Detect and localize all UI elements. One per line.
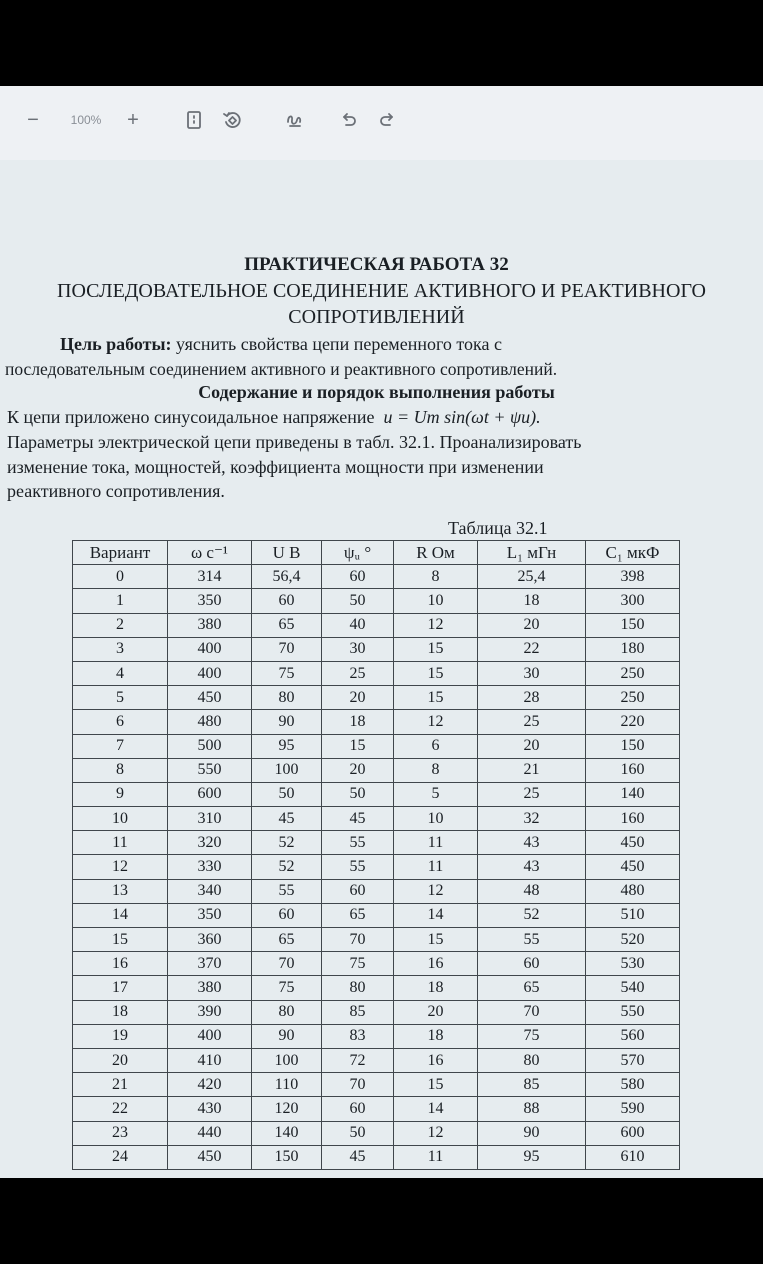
zoom-in-button[interactable]: + <box>127 108 139 131</box>
table-cell: 250 <box>586 661 680 685</box>
table-cell: 11 <box>73 831 168 855</box>
table-row <box>73 879 680 903</box>
goal-label: Цель работы: <box>60 334 172 354</box>
table-cell: 430 <box>168 1097 252 1121</box>
table-cell: 10 <box>394 807 478 831</box>
table-row <box>73 807 680 831</box>
table-cell: 15 <box>394 637 478 661</box>
table-cell: 17 <box>73 976 168 1000</box>
table-cell: 18 <box>394 1024 478 1048</box>
table-cell: 140 <box>586 782 680 806</box>
table-cell: 450 <box>168 686 252 710</box>
table-cell: 18 <box>394 976 478 1000</box>
table-cell: 550 <box>586 1000 680 1024</box>
table-cell: 15 <box>394 686 478 710</box>
table-cell: 5 <box>394 782 478 806</box>
table-cell: 55 <box>478 928 586 952</box>
table-body <box>73 565 680 1170</box>
table-cell: 398 <box>586 565 680 589</box>
table-row <box>73 976 680 1000</box>
table-cell: 20 <box>322 758 394 782</box>
table-row <box>73 710 680 734</box>
table-cell: 400 <box>168 661 252 685</box>
table-cell: 55 <box>252 879 322 903</box>
table-cell: 43 <box>478 855 586 879</box>
body-line-3: изменение тока, мощностей, коэффициента мощности при изменении <box>7 457 544 477</box>
table-cell: 45 <box>322 1145 394 1169</box>
table-cell: 100 <box>252 1048 322 1072</box>
table-cell: 25 <box>478 710 586 734</box>
table-row <box>73 1048 680 1072</box>
table-cell: 450 <box>168 1145 252 1169</box>
table-row <box>73 1024 680 1048</box>
table-cell: 14 <box>73 903 168 927</box>
table-cell: 420 <box>168 1073 252 1097</box>
table-row <box>73 1073 680 1097</box>
column-header-voltage: U В <box>252 541 322 565</box>
table-cell: 350 <box>168 589 252 613</box>
table-cell: 340 <box>168 879 252 903</box>
table-row <box>73 589 680 613</box>
table-cell: 23 <box>73 1121 168 1145</box>
table-cell: 390 <box>168 1000 252 1024</box>
table-cell: 520 <box>586 928 680 952</box>
table-row <box>73 782 680 806</box>
table-cell: 60 <box>478 952 586 976</box>
goal-paragraph <box>60 334 502 355</box>
table-cell: 80 <box>478 1048 586 1072</box>
table-cell: 314 <box>168 565 252 589</box>
table-cell: 43 <box>478 831 586 855</box>
table-cell: 320 <box>168 831 252 855</box>
column-header-phase: ψᵤ ° <box>322 541 394 565</box>
table-cell: 75 <box>252 661 322 685</box>
page-subtitle-line2: СОПРОТИВЛЕНИЙ <box>288 306 465 328</box>
table-cell: 12 <box>394 710 478 734</box>
table-cell: 90 <box>252 710 322 734</box>
table-cell: 400 <box>168 1024 252 1048</box>
table-cell: 300 <box>586 589 680 613</box>
table-cell: 410 <box>168 1048 252 1072</box>
table-cell: 15 <box>394 1073 478 1097</box>
table-cell: 8 <box>73 758 168 782</box>
table-cell: 540 <box>586 976 680 1000</box>
table-cell: 530 <box>586 952 680 976</box>
table-row <box>73 758 680 782</box>
table-cell: 4 <box>73 661 168 685</box>
table-cell: 10 <box>394 589 478 613</box>
table-cell: 120 <box>252 1097 322 1121</box>
table-cell: 12 <box>394 613 478 637</box>
table-cell: 60 <box>252 903 322 927</box>
column-header-capacitance: C₁ мкФ <box>586 541 680 565</box>
table-cell: 75 <box>252 976 322 1000</box>
table-cell: 600 <box>586 1121 680 1145</box>
table-cell: 220 <box>586 710 680 734</box>
table-cell: 20 <box>478 734 586 758</box>
table-cell: 500 <box>168 734 252 758</box>
table-cell: 18 <box>73 1000 168 1024</box>
table-cell: 30 <box>322 637 394 661</box>
body-line-4: реактивного сопротивления. <box>7 481 225 501</box>
table-cell: 3 <box>73 637 168 661</box>
table-cell: 65 <box>322 903 394 927</box>
table-cell: 150 <box>586 613 680 637</box>
table-cell: 140 <box>252 1121 322 1145</box>
table-cell: 20 <box>394 1000 478 1024</box>
table-cell: 15 <box>394 928 478 952</box>
column-header-resistance: R Ом <box>394 541 478 565</box>
table-cell: 50 <box>252 782 322 806</box>
table-cell: 70 <box>252 952 322 976</box>
table-cell: 580 <box>586 1073 680 1097</box>
rotate-icon[interactable] <box>220 104 244 136</box>
table-cell: 60 <box>322 879 394 903</box>
table-cell: 60 <box>322 565 394 589</box>
table-cell: 450 <box>586 831 680 855</box>
table-cell: 52 <box>252 831 322 855</box>
zoom-out-button[interactable]: − <box>27 108 39 131</box>
table-cell: 110 <box>252 1073 322 1097</box>
table-cell: 16 <box>394 952 478 976</box>
zoom-level[interactable]: 100% <box>70 113 102 127</box>
table-row <box>73 1121 680 1145</box>
table-row <box>73 734 680 758</box>
undo-icon[interactable] <box>338 104 360 136</box>
table-cell: 45 <box>322 807 394 831</box>
table-cell: 12 <box>394 879 478 903</box>
table-cell: 15 <box>73 928 168 952</box>
table-cell: 70 <box>322 928 394 952</box>
table-cell: 22 <box>73 1097 168 1121</box>
table-cell: 15 <box>322 734 394 758</box>
document-page <box>0 160 763 1178</box>
table-cell: 610 <box>586 1145 680 1169</box>
table-cell: 50 <box>322 782 394 806</box>
table-cell: 510 <box>586 903 680 927</box>
table-cell: 15 <box>394 661 478 685</box>
table-cell: 5 <box>73 686 168 710</box>
column-header-omega: ω с⁻¹ <box>168 541 252 565</box>
table-cell: 14 <box>394 903 478 927</box>
table-row <box>73 952 680 976</box>
table-cell: 70 <box>322 1073 394 1097</box>
table-cell: 180 <box>586 637 680 661</box>
table-cell: 70 <box>478 1000 586 1024</box>
table-cell: 80 <box>252 1000 322 1024</box>
column-header-variant: Вариант <box>73 541 168 565</box>
table-row <box>73 1097 680 1121</box>
table-row <box>73 686 680 710</box>
app-screen <box>0 86 763 1178</box>
voltage-formula: u = Um sin(ωt + ψu). <box>383 407 541 427</box>
table-caption: Таблица 32.1 <box>448 518 548 538</box>
table-cell: 48 <box>478 879 586 903</box>
table-cell: 85 <box>478 1073 586 1097</box>
table-cell: 150 <box>252 1145 322 1169</box>
table-cell: 55 <box>322 855 394 879</box>
table-cell: 80 <box>322 976 394 1000</box>
table-cell: 6 <box>394 734 478 758</box>
table-cell: 310 <box>168 807 252 831</box>
table-cell: 10 <box>73 807 168 831</box>
table-cell: 60 <box>322 1097 394 1121</box>
table-cell: 56,4 <box>252 565 322 589</box>
table-cell: 45 <box>252 807 322 831</box>
table-cell: 80 <box>252 686 322 710</box>
table-cell: 480 <box>586 879 680 903</box>
goal-text: уяснить свойства цепи переменного тока с <box>171 334 502 354</box>
table-cell: 400 <box>168 637 252 661</box>
table-cell: 13 <box>73 879 168 903</box>
body-line-1-text: К цепи приложено синусоидальное напряжение <box>7 407 375 427</box>
table-cell: 25 <box>322 661 394 685</box>
table-row <box>73 903 680 927</box>
table-row <box>73 928 680 952</box>
goal-text-continued: последовательным соединением активного и реактивного сопротивлений. <box>5 359 558 379</box>
table-cell: 50 <box>322 589 394 613</box>
table-cell: 72 <box>322 1048 394 1072</box>
table-cell: 65 <box>252 928 322 952</box>
column-header-inductance: L₁ мГн <box>478 541 586 565</box>
table-row <box>73 661 680 685</box>
table-cell: 6 <box>73 710 168 734</box>
table-cell: 21 <box>73 1073 168 1097</box>
body-line-2: Параметры электрической цепи приведены в табл. 32.1. Проанализировать <box>7 432 582 452</box>
table-cell: 250 <box>586 686 680 710</box>
table-cell: 560 <box>586 1024 680 1048</box>
table-cell: 90 <box>252 1024 322 1048</box>
table-cell: 40 <box>322 613 394 637</box>
table-cell: 9 <box>73 782 168 806</box>
table-cell: 150 <box>586 734 680 758</box>
table-cell: 11 <box>394 831 478 855</box>
table-cell: 28 <box>478 686 586 710</box>
table-cell: 88 <box>478 1097 586 1121</box>
page-view-icon[interactable] <box>183 104 205 136</box>
table-row <box>73 1145 680 1169</box>
table-cell: 12 <box>73 855 168 879</box>
body-line-1 <box>7 407 541 428</box>
table-row <box>73 637 680 661</box>
table-cell: 0 <box>73 565 168 589</box>
table-cell: 21 <box>478 758 586 782</box>
table-cell: 19 <box>73 1024 168 1048</box>
table-cell: 70 <box>252 637 322 661</box>
table-row <box>73 1000 680 1024</box>
table-row <box>73 855 680 879</box>
table-cell: 570 <box>586 1048 680 1072</box>
toolbar <box>0 86 763 161</box>
table-cell: 25 <box>478 782 586 806</box>
table-cell: 590 <box>586 1097 680 1121</box>
table-cell: 32 <box>478 807 586 831</box>
table-cell: 360 <box>168 928 252 952</box>
table-cell: 20 <box>73 1048 168 1072</box>
table-row <box>73 831 680 855</box>
table-cell: 25,4 <box>478 565 586 589</box>
table-cell: 20 <box>322 686 394 710</box>
table-cell: 600 <box>168 782 252 806</box>
table-cell: 160 <box>586 758 680 782</box>
table-cell: 380 <box>168 976 252 1000</box>
table-cell: 8 <box>394 758 478 782</box>
table-row <box>73 613 680 637</box>
table-cell: 90 <box>478 1121 586 1145</box>
table-cell: 11 <box>394 855 478 879</box>
table-cell: 7 <box>73 734 168 758</box>
table-cell: 20 <box>478 613 586 637</box>
redo-icon[interactable] <box>376 104 398 136</box>
table-cell: 75 <box>322 952 394 976</box>
table-row <box>73 565 680 589</box>
page-title: ПРАКТИЧЕСКАЯ РАБОТА 32 <box>244 254 509 275</box>
table-cell: 1 <box>73 589 168 613</box>
parameters-table <box>72 540 680 1170</box>
table-cell: 12 <box>394 1121 478 1145</box>
table-cell: 8 <box>394 565 478 589</box>
table-cell: 16 <box>394 1048 478 1072</box>
table-cell: 18 <box>322 710 394 734</box>
table-cell: 52 <box>252 855 322 879</box>
draw-icon[interactable] <box>282 104 306 136</box>
table-cell: 95 <box>252 734 322 758</box>
table-cell: 16 <box>73 952 168 976</box>
section-heading: Содержание и порядок выполнения работы <box>198 382 555 402</box>
table-header-row <box>73 541 680 565</box>
table-cell: 55 <box>322 831 394 855</box>
table-cell: 14 <box>394 1097 478 1121</box>
table-cell: 350 <box>168 903 252 927</box>
table-cell: 75 <box>478 1024 586 1048</box>
table-cell: 370 <box>168 952 252 976</box>
table-cell: 450 <box>586 855 680 879</box>
table-cell: 24 <box>73 1145 168 1169</box>
table-cell: 330 <box>168 855 252 879</box>
table-cell: 52 <box>478 903 586 927</box>
table-cell: 480 <box>168 710 252 734</box>
table-cell: 60 <box>252 589 322 613</box>
table-cell: 100 <box>252 758 322 782</box>
table-cell: 22 <box>478 637 586 661</box>
table-cell: 440 <box>168 1121 252 1145</box>
table-cell: 83 <box>322 1024 394 1048</box>
table-cell: 18 <box>478 589 586 613</box>
table-cell: 65 <box>478 976 586 1000</box>
table-cell: 65 <box>252 613 322 637</box>
table-cell: 380 <box>168 613 252 637</box>
table-cell: 85 <box>322 1000 394 1024</box>
table-cell: 550 <box>168 758 252 782</box>
table-cell: 11 <box>394 1145 478 1169</box>
table-cell: 2 <box>73 613 168 637</box>
table-cell: 95 <box>478 1145 586 1169</box>
table-cell: 160 <box>586 807 680 831</box>
table-cell: 50 <box>322 1121 394 1145</box>
table-cell: 30 <box>478 661 586 685</box>
page-subtitle-line1: ПОСЛЕДОВАТЕЛЬНОЕ СОЕДИНЕНИЕ АКТИВНОГО И РЕАКТИВНОГО <box>57 280 706 302</box>
